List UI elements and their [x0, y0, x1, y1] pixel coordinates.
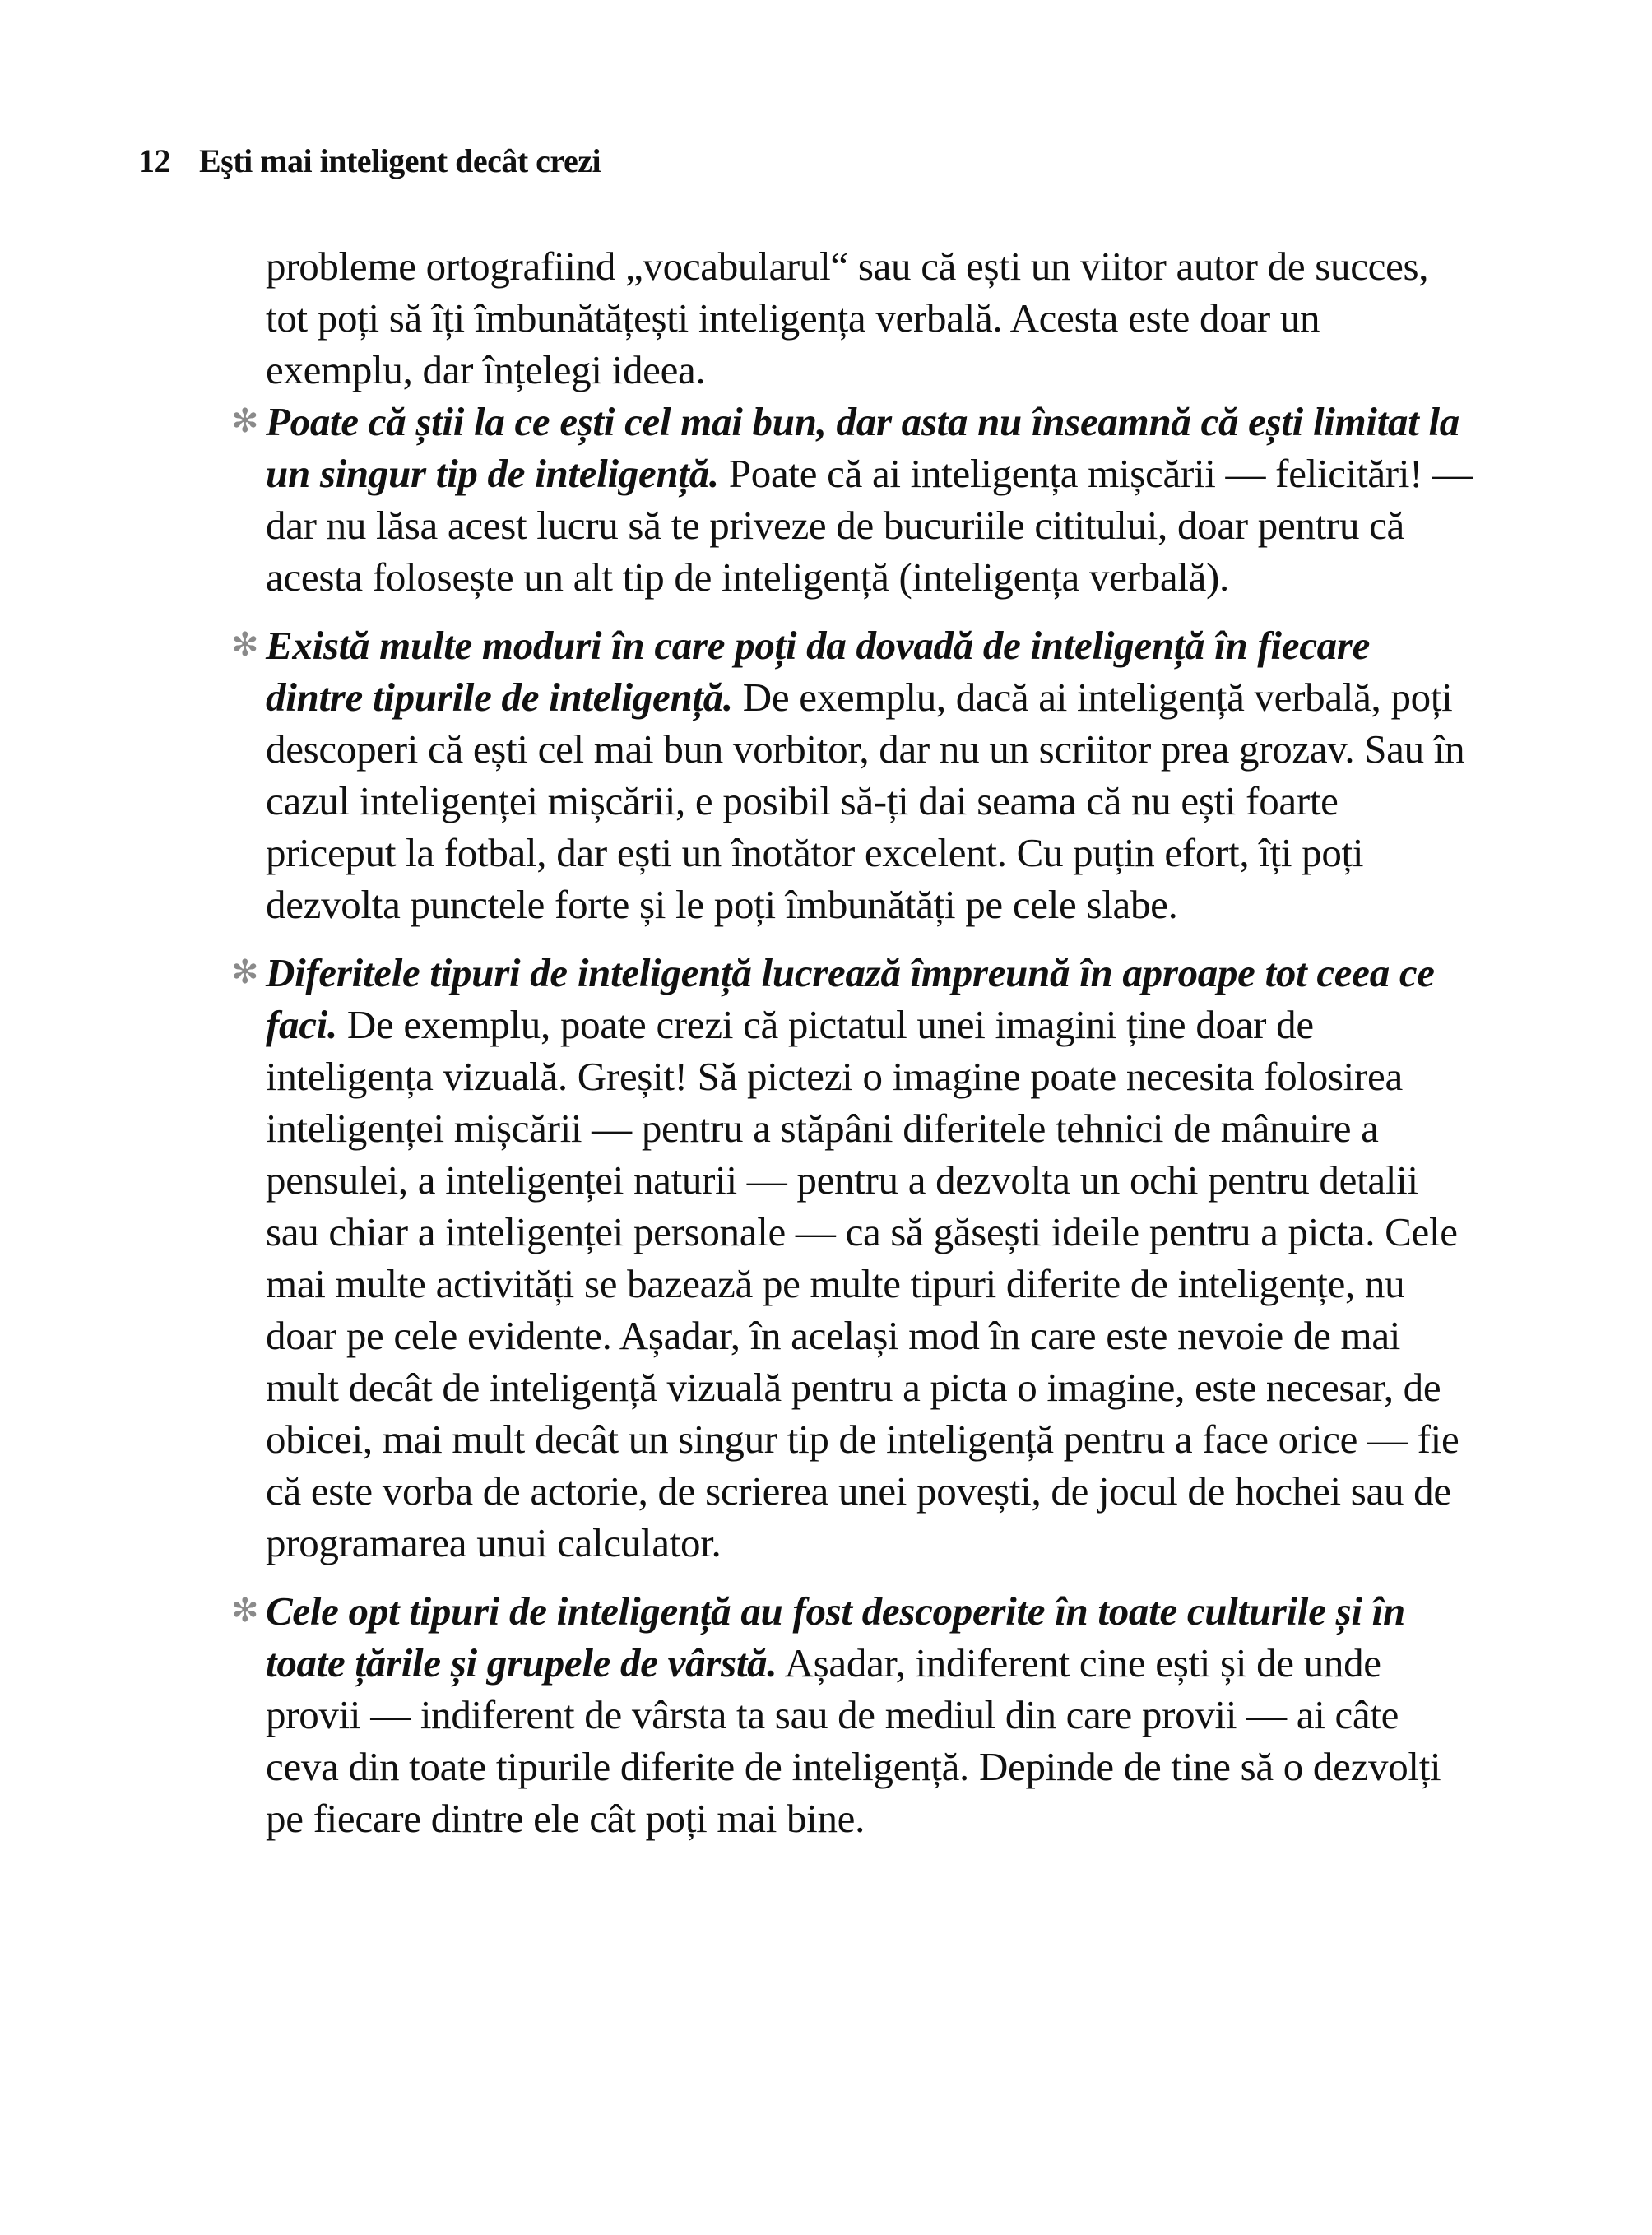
asterisk-icon: ✻	[231, 626, 259, 664]
bullet-item	[231, 947, 1475, 1569]
bullet-text: Așadar, indiferent cine ești și de unde provii — indiferent de vârsta ta sau de mediul din care provii — ai câte ceva din toate tipurile diferite de inteligență. Depinde de tine să o dezvolți pe fiecare dintre ele cât poți mai bine.	[266, 1640, 1441, 1841]
bullet-text: De exemplu, dacă ai inteligență verbală, poți descoperi că ești cel mai bun vorbitor, dar nu un scriitor prea grozav. Sau în cazul inteligenței mișcării, e posibil să-ți dai seama că nu ești foarte priceput la fotbal, dar ești un înotător excelent. Cu puțin efort, îți poți dezvolta punctele forte și le poți îmbunătăți pe cele slabe.	[266, 675, 1465, 927]
bullet-lead: Cele opt tipuri de inteligență au fost descoperite în toate culturile și în toate țările și grupele de vârstă.	[266, 1588, 1405, 1686]
asterisk-icon: ✻	[231, 953, 259, 991]
bullet-paragraph	[266, 619, 1475, 930]
bullet-lead: Poate că știi la ce ești cel mai bun, dar asta nu înseamnă că ești limitat la un singur tip de inteligență.	[266, 399, 1459, 496]
bullet-text: De exemplu, poate crezi că pictatul unei imagini ține doar de inteligența vizuală. Greșit! Să pictezi o imagine poate necesita folosirea inteligenței mișcării — pentru a stăpâni diferitele tehnici de mânuire a pensulei, a inteligenței naturii — pentru a dezvolta un ochi pentru detalii sau chiar a inteligenței personale — ca să găsești ideile pentru a picta. Cele mai multe activități se bazează pe multe tipuri diferite de inteligențe, nu doar pe cele evidente. Așadar, în același mod în care este nevoie de mai mult decât de inteligență vizuală pentru a picta o imagine, este necesar, de obicei, mai mult decât un singur tip de inteligență pentru a face orice — fie că este vorba de actorie, de scrierea unei povești, de jocul de hochei sau de programarea unui calculator.	[266, 1002, 1459, 1565]
bullet-paragraph	[266, 1585, 1475, 1844]
bullet-text: Poate că ai inteligența mișcării — felicitări! — dar nu lăsa acest lucru să te priveze de bucuriile cititului, doar pentru că acesta folosește un alt tip de inteligență (inteligența verbală).	[266, 451, 1473, 600]
bullet-item	[231, 1585, 1475, 1844]
page-number: 12	[138, 142, 170, 179]
bullet-lead: Diferitele tipuri de inteligență lucrează împreună în aproape tot ceea ce faci.	[266, 950, 1435, 1047]
asterisk-icon: ✻	[231, 1592, 259, 1630]
book-title: Eşti mai inteligent decât crezi	[199, 142, 601, 179]
bullet-paragraph	[266, 396, 1475, 603]
bullet-paragraph	[266, 947, 1475, 1569]
running-header	[138, 141, 601, 180]
bullet-item	[231, 619, 1475, 930]
bullet-item	[231, 396, 1475, 603]
asterisk-icon: ✻	[231, 402, 259, 440]
intro-paragraph: probleme ortografiind „vocabularul“ sau că ești un viitor autor de succes, tot poți să îți îmbunătățești inteligența verbală. Acesta este doar un exemplu, dar înțelegi ideea.	[266, 243, 1429, 392]
page-body	[231, 240, 1475, 1861]
bullet-lead: Există multe moduri în care poți da dovadă de inteligență în fiecare dintre tipurile de inteligență.	[266, 623, 1371, 720]
